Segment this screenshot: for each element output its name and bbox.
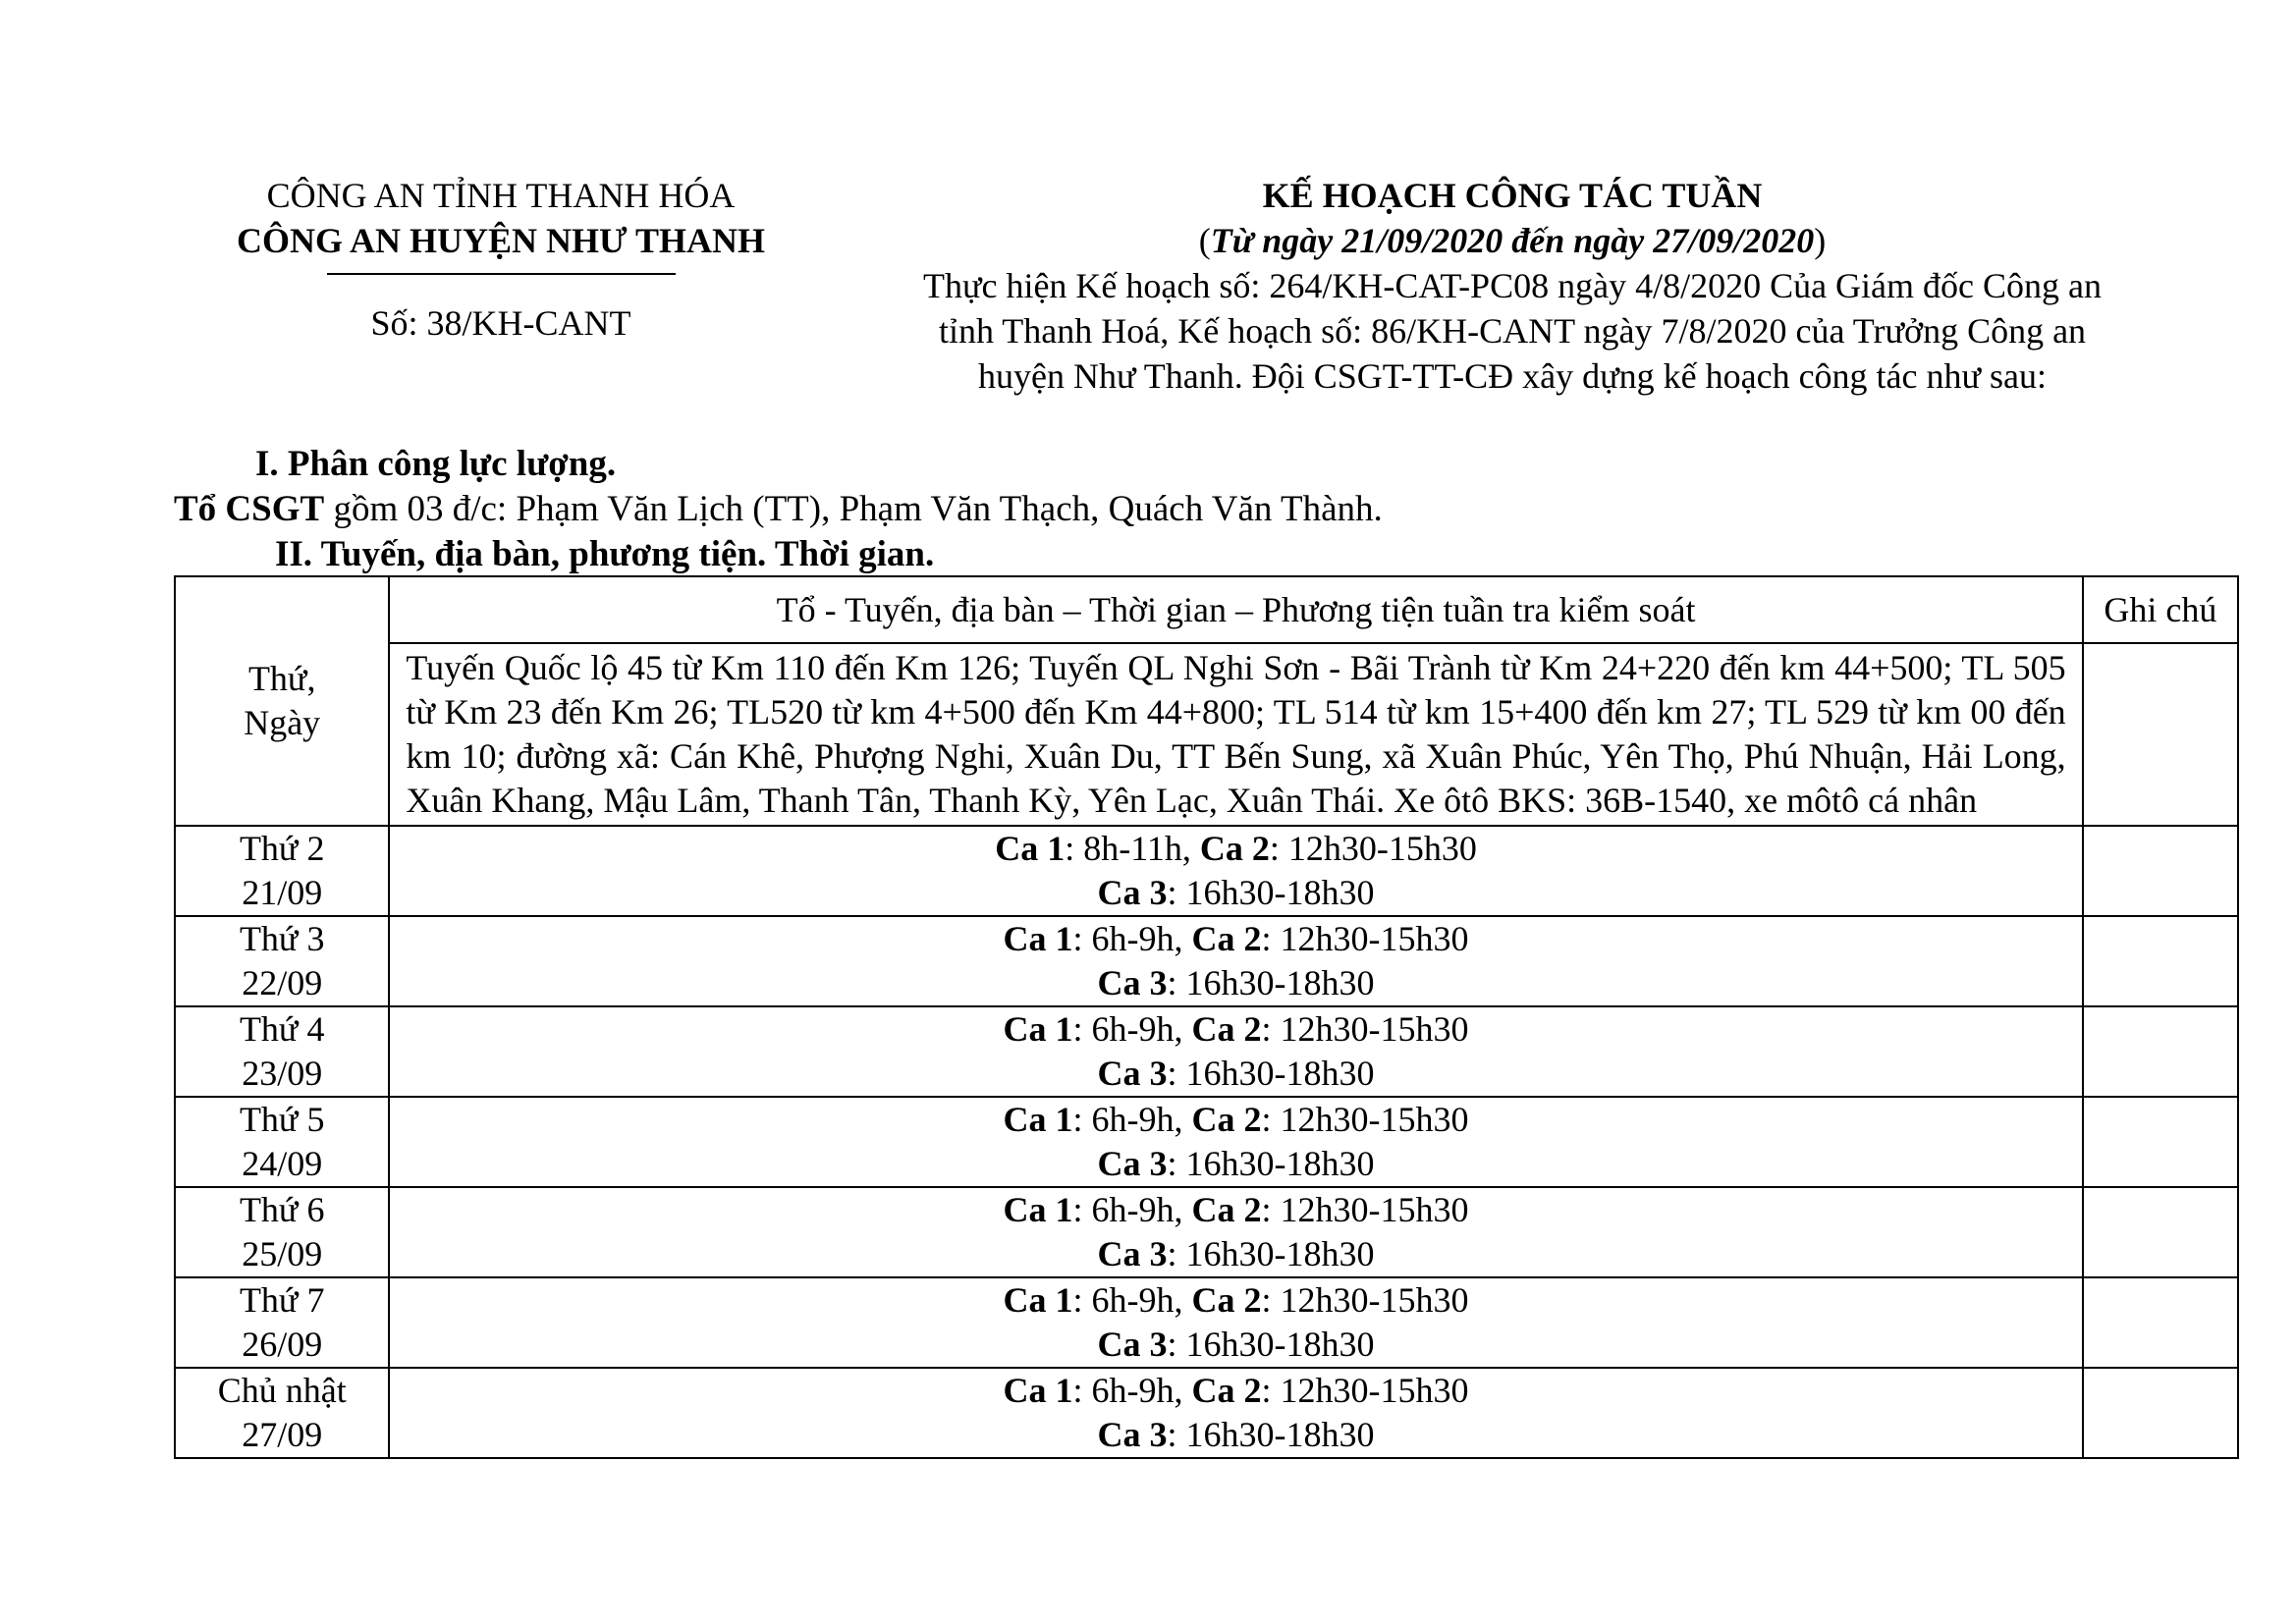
- day-cell: [175, 1187, 389, 1277]
- shift-line-2: [390, 1052, 2081, 1096]
- section-1-heading: I. Phân công lực lượng.: [255, 444, 617, 484]
- day-name: Chủ nhật: [217, 1371, 347, 1410]
- shift-2-time: : 12h30-15h30: [1261, 1190, 1469, 1229]
- day-date: 26/09: [242, 1325, 323, 1364]
- day-date: 22/09: [242, 963, 323, 1002]
- day-name: Thứ 2: [239, 829, 325, 868]
- intro-line-1: Thực hiện Kế hoạch số: 264/KH-CAT-PC08 ngày 4/8/2020 Của Giám đốc Công an: [922, 266, 2103, 305]
- table-row: [175, 916, 2238, 1006]
- date-range: (Từ ngày 21/09/2020 đến ngày 27/09/2020): [1198, 221, 1827, 260]
- note-cell: [2083, 1097, 2238, 1187]
- header-right: [845, 173, 2180, 399]
- shift-3-time: : 16h30-18h30: [1167, 1325, 1375, 1364]
- shift-2-time: : 12h30-15h30: [1261, 1100, 1469, 1139]
- day-date: 24/09: [242, 1144, 323, 1183]
- note-cell: [2083, 826, 2238, 916]
- shift-1-label: Ca 1: [1003, 1190, 1073, 1229]
- shift-1-label: Ca 1: [1003, 919, 1073, 958]
- shift-cell: [389, 1277, 2082, 1368]
- shift-3-label: Ca 3: [1097, 1325, 1168, 1364]
- route-note-cell: [2083, 643, 2238, 826]
- shift-3-time: : 16h30-18h30: [1167, 1144, 1375, 1183]
- shift-line-1: [390, 917, 2081, 961]
- shift-line-1: [390, 1369, 2081, 1413]
- day-cell: [175, 916, 389, 1006]
- day-name: Thứ 4: [239, 1009, 325, 1049]
- day-rows: [175, 826, 2238, 1458]
- shift-2-time: : 12h30-15h30: [1261, 1280, 1469, 1320]
- day-cell: [175, 1006, 389, 1097]
- document-number: Số: 38/KH-CANT: [370, 303, 631, 343]
- route-description: Tuyến Quốc lộ 45 từ Km 110 đến Km 126; Tuyến QL Nghi Sơn - Bãi Trành từ Km 24+220 đến km 44+500; TL 505 từ Km 23 đến Km 26; TL520 từ km 4+500 đến Km 44+800; TL 514 từ km 15+400 đến km 27; TL 529 từ km 00 đến km 10; đường xã: Cán Khê, Phượng Nghi, Xuân Du, TT Bến Sung, xã Xuân Phúc, Yên Thọ, Phú Nhuận, Hải Long, Xuân Khang, Mậu Lâm, Thanh Tân, Thanh Kỳ, Yên Lạc, Xuân Thái. Xe ôtô BKS: 36B-1540, xe môtô cá nhân: [389, 643, 2082, 826]
- shift-cell: [389, 826, 2082, 916]
- team-label: Tổ CSGT: [174, 489, 325, 529]
- shift-2-time: : 12h30-15h30: [1261, 1371, 1469, 1410]
- table-row: [175, 1187, 2238, 1277]
- route-row: [175, 643, 2238, 826]
- shift-1-time: : 6h-9h,: [1072, 1009, 1192, 1049]
- day-name: Thứ 3: [239, 919, 325, 958]
- shift-line-1: [390, 1278, 2081, 1323]
- day-name: Thứ 6: [239, 1190, 325, 1229]
- shift-line-1: [390, 1007, 2081, 1052]
- day-date: 21/09: [242, 873, 323, 912]
- date-range-text: Từ ngày 21/09/2020 đến ngày 27/09/2020: [1210, 221, 1815, 260]
- day-cell: [175, 826, 389, 916]
- shift-3-label: Ca 3: [1097, 963, 1168, 1002]
- shift-line-2: [390, 1323, 2081, 1367]
- shift-1-label: Ca 1: [1003, 1371, 1073, 1410]
- shift-cell: [389, 1097, 2082, 1187]
- table-row: [175, 1368, 2238, 1458]
- header-day-label-2: Ngày: [244, 703, 321, 742]
- shift-line-1: [390, 1098, 2081, 1142]
- shift-3-time: : 16h30-18h30: [1167, 1054, 1375, 1093]
- shift-1-time: : 6h-9h,: [1072, 1100, 1192, 1139]
- team-members: gồm 03 đ/c: Phạm Văn Lịch (TT), Phạm Văn Thạch, Quách Văn Thành.: [324, 489, 1383, 529]
- shift-3-label: Ca 3: [1097, 1234, 1168, 1273]
- table-header-row: [175, 576, 2238, 643]
- shift-2-label: Ca 2: [1191, 1280, 1262, 1320]
- day-name: Thứ 7: [239, 1280, 325, 1320]
- shift-line-2: [390, 1232, 2081, 1276]
- header-divider: [327, 273, 676, 275]
- shift-1-time: : 8h-11h,: [1065, 829, 1200, 868]
- table-row: [175, 1006, 2238, 1097]
- section-2-heading: II. Tuyến, địa bàn, phương tiện. Thời gian.: [275, 534, 935, 574]
- shift-2-label: Ca 2: [1191, 1371, 1262, 1410]
- shift-3-label: Ca 3: [1097, 1415, 1168, 1454]
- shift-3-label: Ca 3: [1097, 873, 1168, 912]
- shift-line-1: [390, 827, 2081, 871]
- document-title: KẾ HOẠCH CÔNG TÁC TUẦN: [1262, 176, 1763, 215]
- shift-line-2: [390, 1413, 2081, 1457]
- day-date: 27/09: [242, 1415, 323, 1454]
- shift-3-label: Ca 3: [1097, 1144, 1168, 1183]
- shift-1-time: : 6h-9h,: [1072, 1371, 1192, 1410]
- team-assignment: [174, 487, 1383, 532]
- schedule-table: [174, 575, 2239, 1459]
- shift-2-time: : 12h30-15h30: [1261, 919, 1469, 958]
- note-cell: [2083, 916, 2238, 1006]
- shift-2-label: Ca 2: [1191, 919, 1262, 958]
- shift-1-time: : 6h-9h,: [1072, 1190, 1192, 1229]
- intro-line-2: tỉnh Thanh Hoá, Kế hoạch số: 86/KH-CANT ngày 7/8/2020 của Trưởng Công an: [938, 311, 2087, 351]
- day-date: 23/09: [242, 1054, 323, 1093]
- shift-1-label: Ca 1: [1003, 1280, 1073, 1320]
- note-cell: [2083, 1277, 2238, 1368]
- shift-2-label: Ca 2: [1199, 829, 1270, 868]
- shift-cell: [389, 1006, 2082, 1097]
- shift-3-label: Ca 3: [1097, 1054, 1168, 1093]
- table-row: [175, 1277, 2238, 1368]
- header-main-cell: Tổ - Tuyến, địa bàn – Thời gian – Phương tiện tuần tra kiểm soát: [389, 576, 2082, 643]
- shift-line-2: [390, 871, 2081, 915]
- note-cell: [2083, 1187, 2238, 1277]
- header-left: [157, 173, 845, 346]
- shift-line-2: [390, 1142, 2081, 1186]
- agency-parent: CÔNG AN TỈNH THANH HÓA: [266, 176, 736, 215]
- day-cell: [175, 1368, 389, 1458]
- shift-1-time: : 6h-9h,: [1072, 919, 1192, 958]
- shift-3-time: : 16h30-18h30: [1167, 873, 1375, 912]
- agency-name: CÔNG AN HUYỆN NHƯ THANH: [236, 221, 766, 260]
- note-cell: [2083, 1006, 2238, 1097]
- shift-cell: [389, 1187, 2082, 1277]
- shift-2-label: Ca 2: [1191, 1190, 1262, 1229]
- shift-2-time: : 12h30-15h30: [1269, 829, 1477, 868]
- shift-2-label: Ca 2: [1191, 1009, 1262, 1049]
- header-day-cell: [175, 576, 389, 826]
- shift-3-time: : 16h30-18h30: [1167, 963, 1375, 1002]
- shift-2-time: : 12h30-15h30: [1261, 1009, 1469, 1049]
- intro-line-3: huyện Như Thanh. Đội CSGT-TT-CĐ xây dựng kế hoạch công tác như sau:: [977, 356, 2048, 396]
- day-cell: [175, 1277, 389, 1368]
- shift-cell: [389, 916, 2082, 1006]
- day-cell: [175, 1097, 389, 1187]
- shift-2-label: Ca 2: [1191, 1100, 1262, 1139]
- shift-1-label: Ca 1: [1003, 1100, 1073, 1139]
- table-row: [175, 826, 2238, 916]
- shift-line-2: [390, 961, 2081, 1005]
- shift-1-label: Ca 1: [1003, 1009, 1073, 1049]
- shift-3-time: : 16h30-18h30: [1167, 1415, 1375, 1454]
- day-name: Thứ 5: [239, 1100, 325, 1139]
- shift-cell: [389, 1368, 2082, 1458]
- header-day-label-1: Thứ,: [247, 659, 316, 698]
- header-note-cell: Ghi chú: [2083, 576, 2238, 643]
- shift-1-label: Ca 1: [995, 829, 1066, 868]
- shift-line-1: [390, 1188, 2081, 1232]
- day-date: 25/09: [242, 1234, 323, 1273]
- shift-3-time: : 16h30-18h30: [1167, 1234, 1375, 1273]
- shift-1-time: : 6h-9h,: [1072, 1280, 1192, 1320]
- note-cell: [2083, 1368, 2238, 1458]
- table-row: [175, 1097, 2238, 1187]
